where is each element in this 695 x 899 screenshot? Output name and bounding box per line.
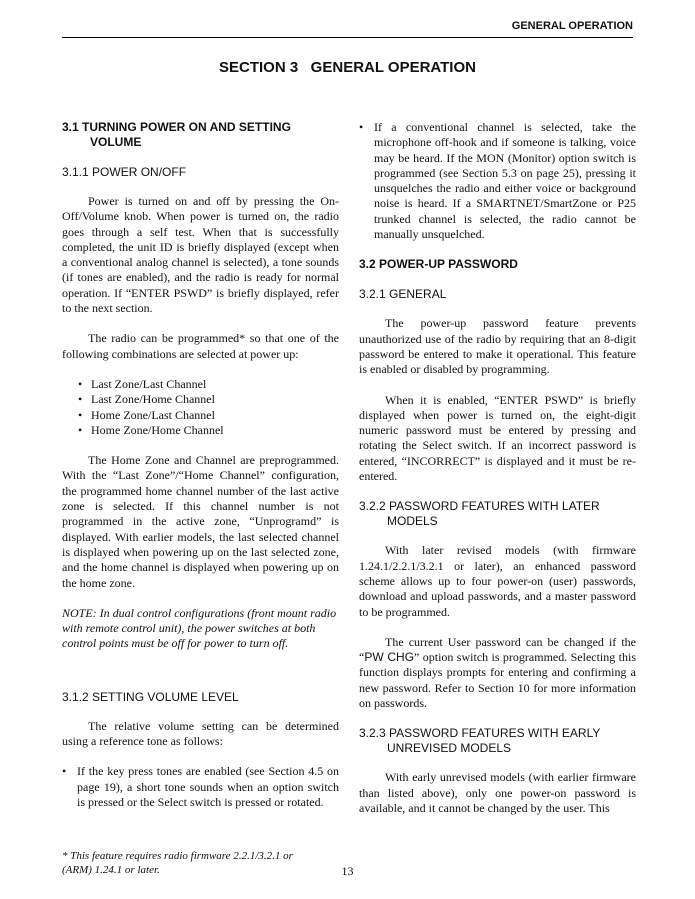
paragraph-early-models: With early unrevised models (with earlier firmware than listed above), only one power-on password is available, and it cannot be changed by the user. This: [359, 770, 636, 815]
heading-3-2-1: 3.2.1 GENERAL: [359, 287, 447, 302]
paragraph-programmed: The radio can be programmed* so that one of the following combinations are selected at power up:: [62, 331, 339, 361]
heading-3-1-2: 3.1.2 SETTING VOLUME LEVEL: [62, 689, 239, 704]
paragraph-volume: The relative volume setting can be determined using a reference tone as follows:: [62, 718, 339, 749]
heading-3-1-1: 3.1.1 POWER ON/OFF: [62, 165, 187, 179]
note-dual-control: NOTE: In dual control configurations (front mount radio with remote control unit), the power switches at both control points must be off for power to turn off.: [62, 605, 337, 651]
heading-3-2-3: 3.2.3 PASSWORD FEATURES WITH EARLY UNREVISED MODELS: [359, 726, 601, 756]
list-item: • If the key press tones are enabled (see Section 4.5 on page 19), a short tone sounds when an option switch is pressed or the Select switch is pressed or rotated.: [62, 764, 339, 810]
list-item: • Last Zone/Home Channel: [79, 392, 339, 407]
paragraph-password-general: The power-up password feature prevents unauthorized use of the radio by requiring that an 8-digit password be entered to make it operational. This feature is enabled or disabled by programming.: [359, 316, 636, 377]
page-number: 13: [341, 864, 354, 878]
paragraph-password-enabled: When it is enabled, “ENTER PSWD” is briefly displayed when power is turned on, the eight-digit numeric password must be entered by pressing and rotating the Select switch. If an incorrect password is entered, “INCORRECT” is displayed and it must be re-entered.: [359, 392, 636, 484]
section-title: SECTION 3 GENERAL OPERATION: [219, 59, 476, 76]
paragraph-power-on: Power is turned on and off by pressing the On-Off/Volume knob. When power is turned on, the radio goes through a self test. When that is successfully completed, the unit ID is briefly displayed (except when a conventional analog channel is selected), a tone sounds (if tones are enabled), and the radio is ready for normal operation. If “ENTER PSWD” is briefly displayed, refer to the next section.: [62, 194, 339, 316]
left-column: [62, 120, 339, 810]
right-column: [359, 120, 636, 816]
header-rule: [62, 37, 633, 38]
list-item: • If a conventional channel is selected, take the microphone off-hook and if someone is talking, voice may be heard. If the MON (Monitor) option switch is programmed (see Section 5.3 on page 25), pressing it unsquelches the radio and either voice or background noise is heard. If a SMARTNET/SmartZone or P25 trunked channel is selected, the radio cannot be manually unsquelched.: [359, 120, 636, 242]
paragraph-home-zone: The Home Zone and Channel are preprogrammed. With the “Last Zone”/“Home Channel” configuration, the programmed home channel number of the last active zone is selected. If this channel number is not programmed in the active zone, “Unprogramd” is displayed. With earlier models, the last selected channel is displayed when powering up on the last selected zone, and the home channel is displayed when powering up on the home zone.: [62, 453, 339, 590]
volume-bullets-continued: [359, 120, 636, 242]
paragraph-user-password: The current User password can be changed if the “PW CHG” option switch is programmed. Selecting this function displays prompts for entering and confirming a new password. Refer to Section 10 for more information on passwords.: [359, 634, 636, 711]
combination-list: [62, 377, 339, 438]
heading-3-2: 3.2 POWER-UP PASSWORD: [359, 257, 518, 272]
list-item: • Home Zone/Home Channel: [79, 423, 339, 438]
heading-3-2-2: 3.2.2 PASSWORD FEATURES WITH LATER MODELS: [359, 499, 600, 529]
heading-3-1: 3.1 TURNING POWER ON AND SETTING VOLUME: [62, 120, 291, 149]
list-item: • Last Zone/Last Channel: [79, 377, 339, 392]
running-head: GENERAL OPERATION: [511, 20, 633, 32]
paragraph-later-models: With later revised models (with firmware 1.24.1/2.2.1/3.2.1 or later), an enhanced password scheme allows up to four power-on (user) passwords, download and upload passwords, and a master password to be programmed.: [359, 543, 636, 619]
volume-bullets: [62, 764, 339, 810]
footnote: * This feature requires radio firmware 2.2.1/3.2.1 or (ARM) 1.24.1 or later.: [62, 850, 293, 876]
list-item: • Home Zone/Last Channel: [79, 408, 339, 423]
